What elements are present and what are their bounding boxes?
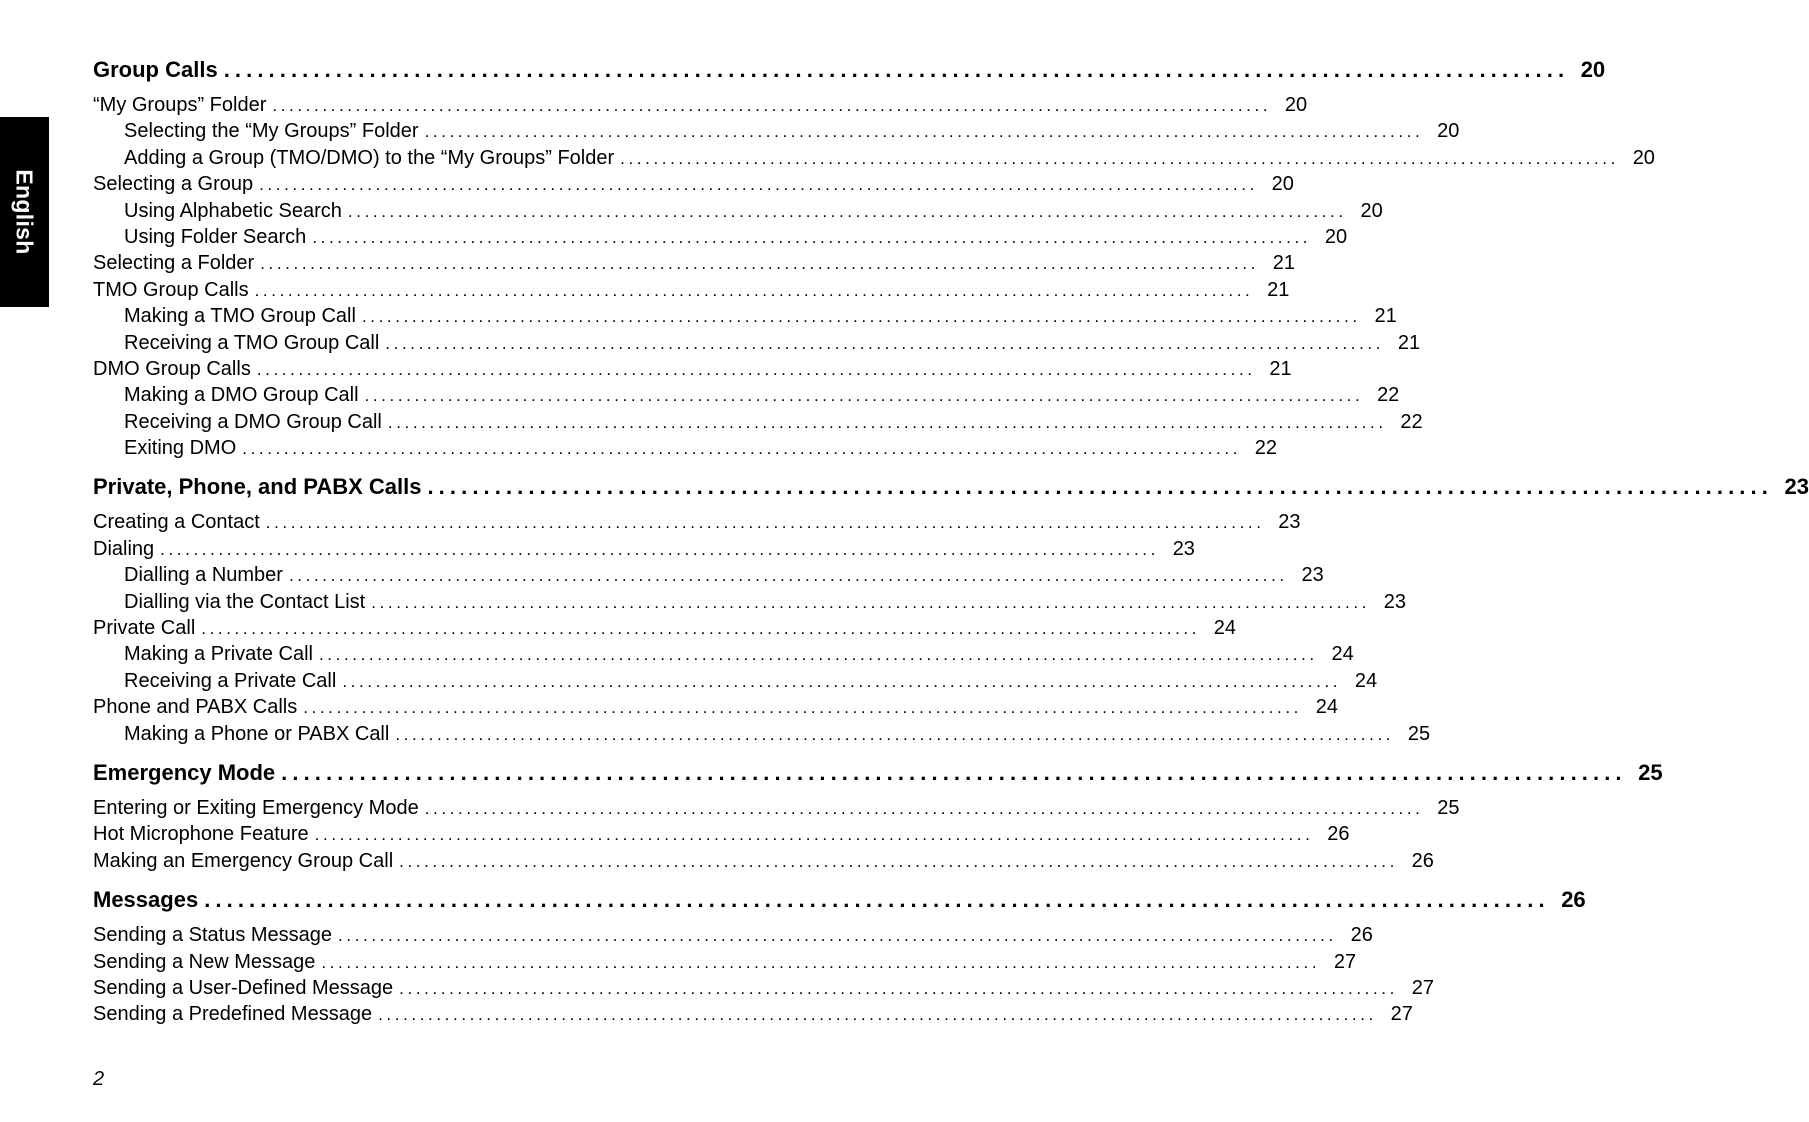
toc-entry-page: 27 xyxy=(1333,950,1357,973)
toc-entry-title: Making an Emergency Group Call xyxy=(93,849,394,872)
dot-leader: ........................................................................................................................ xyxy=(254,280,1254,300)
toc-entry-title: Sending a Predefined Message xyxy=(93,1003,373,1026)
toc-entry-page: 26 xyxy=(1561,887,1586,913)
dot-leader: ........................................................................................................................ xyxy=(347,201,1347,221)
dot-leader: ........................................................................................................................ xyxy=(223,57,1570,82)
toc-entry xyxy=(93,171,1294,197)
dot-leader: ........................................................................................................................ xyxy=(387,412,1387,432)
dot-leader: ........................................................................................................................ xyxy=(303,698,1302,718)
toc-entry-title: Sending a User-Defined Message xyxy=(93,976,394,999)
dot-leader: ........................................................................................................................ xyxy=(361,307,1361,327)
toc-entry-page: 24 xyxy=(1354,669,1378,692)
toc-entry-title: Dialing xyxy=(93,537,155,560)
toc-entry-page: 21 xyxy=(1374,305,1397,328)
toc-entry-page: 20 xyxy=(1580,57,1606,82)
toc-entry-title: Adding a Group (TMO/DMO) to the “My Groups” Folder xyxy=(124,146,615,169)
dot-leader: ........................................................................................................................ xyxy=(321,952,1321,972)
toc-subentry xyxy=(93,198,1383,224)
toc-entry-page: 23 xyxy=(1301,564,1324,587)
dot-leader: ........................................................................................................................ xyxy=(204,887,1550,913)
dot-leader: ........................................................................................................................ xyxy=(242,439,1242,459)
toc-section-heading xyxy=(93,472,1809,502)
toc-entry-title: Sending a New Message xyxy=(93,950,316,973)
toc-subentry xyxy=(93,382,1400,408)
toc-entry-title: Receiving a TMO Group Call xyxy=(124,331,380,354)
toc-entry xyxy=(93,536,1195,562)
dot-leader: ........................................................................................................................ xyxy=(427,474,1773,500)
toc-entry xyxy=(93,1001,1413,1027)
toc-entry xyxy=(93,949,1357,975)
toc-entry-title: Making a DMO Group Call xyxy=(124,384,359,407)
toc-entry-title: Making a Private Call xyxy=(124,643,313,666)
toc-entry-page: 20 xyxy=(1271,173,1294,196)
toc-entry-title: Sending a Status Message xyxy=(93,924,333,947)
toc-entry-title: DMO Group Calls xyxy=(93,357,251,380)
toc-entry-page: 22 xyxy=(1377,384,1400,407)
dot-leader: ........................................................................................................................ xyxy=(395,724,1395,744)
toc-entry-page: 25 xyxy=(1437,796,1460,819)
toc-entry-title: Private Call xyxy=(93,617,196,640)
dot-leader: ........................................................................................................................ xyxy=(338,926,1337,946)
dot-leader: ........................................................................................................................ xyxy=(399,851,1398,871)
toc-entry-page: 24 xyxy=(1331,643,1354,666)
toc-entry xyxy=(93,509,1301,535)
toc-entry-title: Messages xyxy=(93,887,199,913)
toc-entry-title: TMO Group Calls xyxy=(93,278,249,301)
toc-subentry xyxy=(93,118,1460,144)
toc-subentry xyxy=(93,562,1324,588)
toc-entry-title: “My Groups” Folder xyxy=(93,94,267,116)
toc-entry-page: 23 xyxy=(1383,590,1407,613)
toc-subentry xyxy=(93,409,1423,435)
toc-entry-title: Selecting the “My Groups” Folder xyxy=(124,120,419,143)
toc-entry-page: 21 xyxy=(1272,252,1295,275)
toc-entry xyxy=(93,356,1292,382)
dot-leader: ........................................................................................................................ xyxy=(272,96,1272,115)
dot-leader: ........................................................................................................................ xyxy=(364,386,1364,406)
toc-entry-page: 20 xyxy=(1632,146,1655,169)
toc-entry-title: Dialling via the Contact List xyxy=(124,590,366,613)
toc-entry-title: Dialling a Number xyxy=(124,564,283,587)
toc-entry-page: 24 xyxy=(1213,617,1237,640)
toc-entry-title: Selecting a Folder xyxy=(93,252,255,275)
dot-leader: ........................................................................................................................ xyxy=(424,122,1424,142)
toc-subentry xyxy=(93,303,1397,329)
toc-subentry xyxy=(93,330,1421,356)
toc-entry-page: 20 xyxy=(1284,94,1308,116)
toc-entry xyxy=(93,250,1295,276)
dot-leader: ........................................................................................................................ xyxy=(378,1005,1377,1025)
toc-entry-title: Making a Phone or PABX Call xyxy=(124,722,390,745)
toc-entry xyxy=(93,848,1434,874)
table-of-contents xyxy=(93,55,1809,1028)
toc-entry xyxy=(93,277,1290,303)
dot-leader: ........................................................................................................................ xyxy=(160,539,1159,559)
toc-entry-page: 25 xyxy=(1638,759,1663,785)
dot-leader: ........................................................................................................................ xyxy=(260,254,1259,274)
toc-subentry xyxy=(93,224,1348,250)
dot-leader: ........................................................................................................................ xyxy=(342,671,1342,691)
toc-entry-page: 26 xyxy=(1327,823,1350,846)
toc-entry-title: Using Alphabetic Search xyxy=(124,199,342,222)
toc-section-heading xyxy=(93,885,1586,915)
toc-entry-page: 20 xyxy=(1360,199,1383,222)
toc-entry-page: 20 xyxy=(1324,225,1348,248)
toc-entry xyxy=(93,92,1308,118)
toc-entry xyxy=(93,975,1434,1001)
toc-entry xyxy=(93,615,1237,641)
toc-entry-title: Hot Microphone Feature xyxy=(93,823,309,846)
toc-entry-page: 21 xyxy=(1397,331,1421,354)
toc-subentry xyxy=(93,641,1354,667)
dot-leader: ........................................................................................................................ xyxy=(424,798,1424,818)
toc-entry-page: 20 xyxy=(1437,120,1460,143)
dot-leader: ........................................................................................................................ xyxy=(371,592,1371,612)
toc-section-heading xyxy=(93,55,1606,85)
dot-leader: ........................................................................................................................ xyxy=(281,759,1627,785)
toc-entry-title: Phone and PABX Calls xyxy=(93,696,298,719)
toc-entry-page: 26 xyxy=(1411,849,1434,872)
toc-entry-page: 22 xyxy=(1254,437,1278,460)
toc-entry-page: 27 xyxy=(1390,1003,1413,1026)
dot-leader: ........................................................................................................................ xyxy=(620,148,1619,168)
toc-entry-page: 26 xyxy=(1350,924,1373,947)
dot-leader: ........................................................................................................................ xyxy=(318,645,1318,665)
language-tab xyxy=(0,117,49,307)
toc-subentry xyxy=(93,435,1278,461)
toc-entry-page: 21 xyxy=(1269,357,1292,380)
toc-entry-title: Private, Phone, and PABX Calls xyxy=(93,474,422,500)
dot-leader: ........................................................................................................................ xyxy=(265,513,1265,533)
toc-entry-title: Creating a Contact xyxy=(93,511,260,534)
toc-entry-page: 23 xyxy=(1172,537,1195,560)
toc-entry-title: Group Calls xyxy=(93,57,218,82)
dot-leader: ........................................................................................................................ xyxy=(288,566,1288,586)
toc-entry-page: 23 xyxy=(1784,474,1809,500)
toc-subentry xyxy=(93,145,1655,171)
dot-leader: ........................................................................................................................ xyxy=(256,359,1256,379)
toc-entry-title: Using Folder Search xyxy=(124,225,307,248)
toc-entry-title: Emergency Mode xyxy=(93,759,276,785)
toc-subentry xyxy=(93,589,1407,615)
toc-entry-page: 27 xyxy=(1411,976,1434,999)
toc-entry xyxy=(93,795,1460,821)
dot-leader: ........................................................................................................................ xyxy=(312,227,1312,247)
toc-entry-page: 22 xyxy=(1400,410,1423,433)
toc-entry-title: Entering or Exiting Emergency Mode xyxy=(93,796,419,819)
toc-section-heading xyxy=(93,758,1663,788)
toc-subentry xyxy=(93,721,1431,747)
toc-entry-page: 25 xyxy=(1407,722,1431,745)
toc-entry-title: Selecting a Group xyxy=(93,173,254,196)
dot-leader: ........................................................................................................................ xyxy=(385,333,1385,353)
toc-entry-page: 24 xyxy=(1315,696,1338,719)
page-number: 2 xyxy=(93,1068,105,1090)
toc-entry xyxy=(93,922,1373,948)
dot-leader: ........................................................................................................................ xyxy=(259,175,1258,195)
toc-entry-page: 23 xyxy=(1278,511,1301,534)
toc-entry-title: Receiving a DMO Group Call xyxy=(124,410,382,433)
dot-leader: ........................................................................................................................ xyxy=(399,978,1398,998)
toc-entry-title: Receiving a Private Call xyxy=(124,669,337,692)
toc-entry-page: 21 xyxy=(1267,278,1290,301)
dot-leader: ........................................................................................................................ xyxy=(314,825,1314,845)
toc-entry xyxy=(93,821,1350,847)
toc-entry-title: Making a TMO Group Call xyxy=(124,305,356,328)
toc-entry-title: Exiting DMO xyxy=(124,437,237,460)
language-tab-label: English xyxy=(11,169,38,255)
toc-subentry xyxy=(93,668,1378,694)
toc-entry xyxy=(93,694,1338,720)
dot-leader: ........................................................................................................................ xyxy=(201,619,1201,639)
